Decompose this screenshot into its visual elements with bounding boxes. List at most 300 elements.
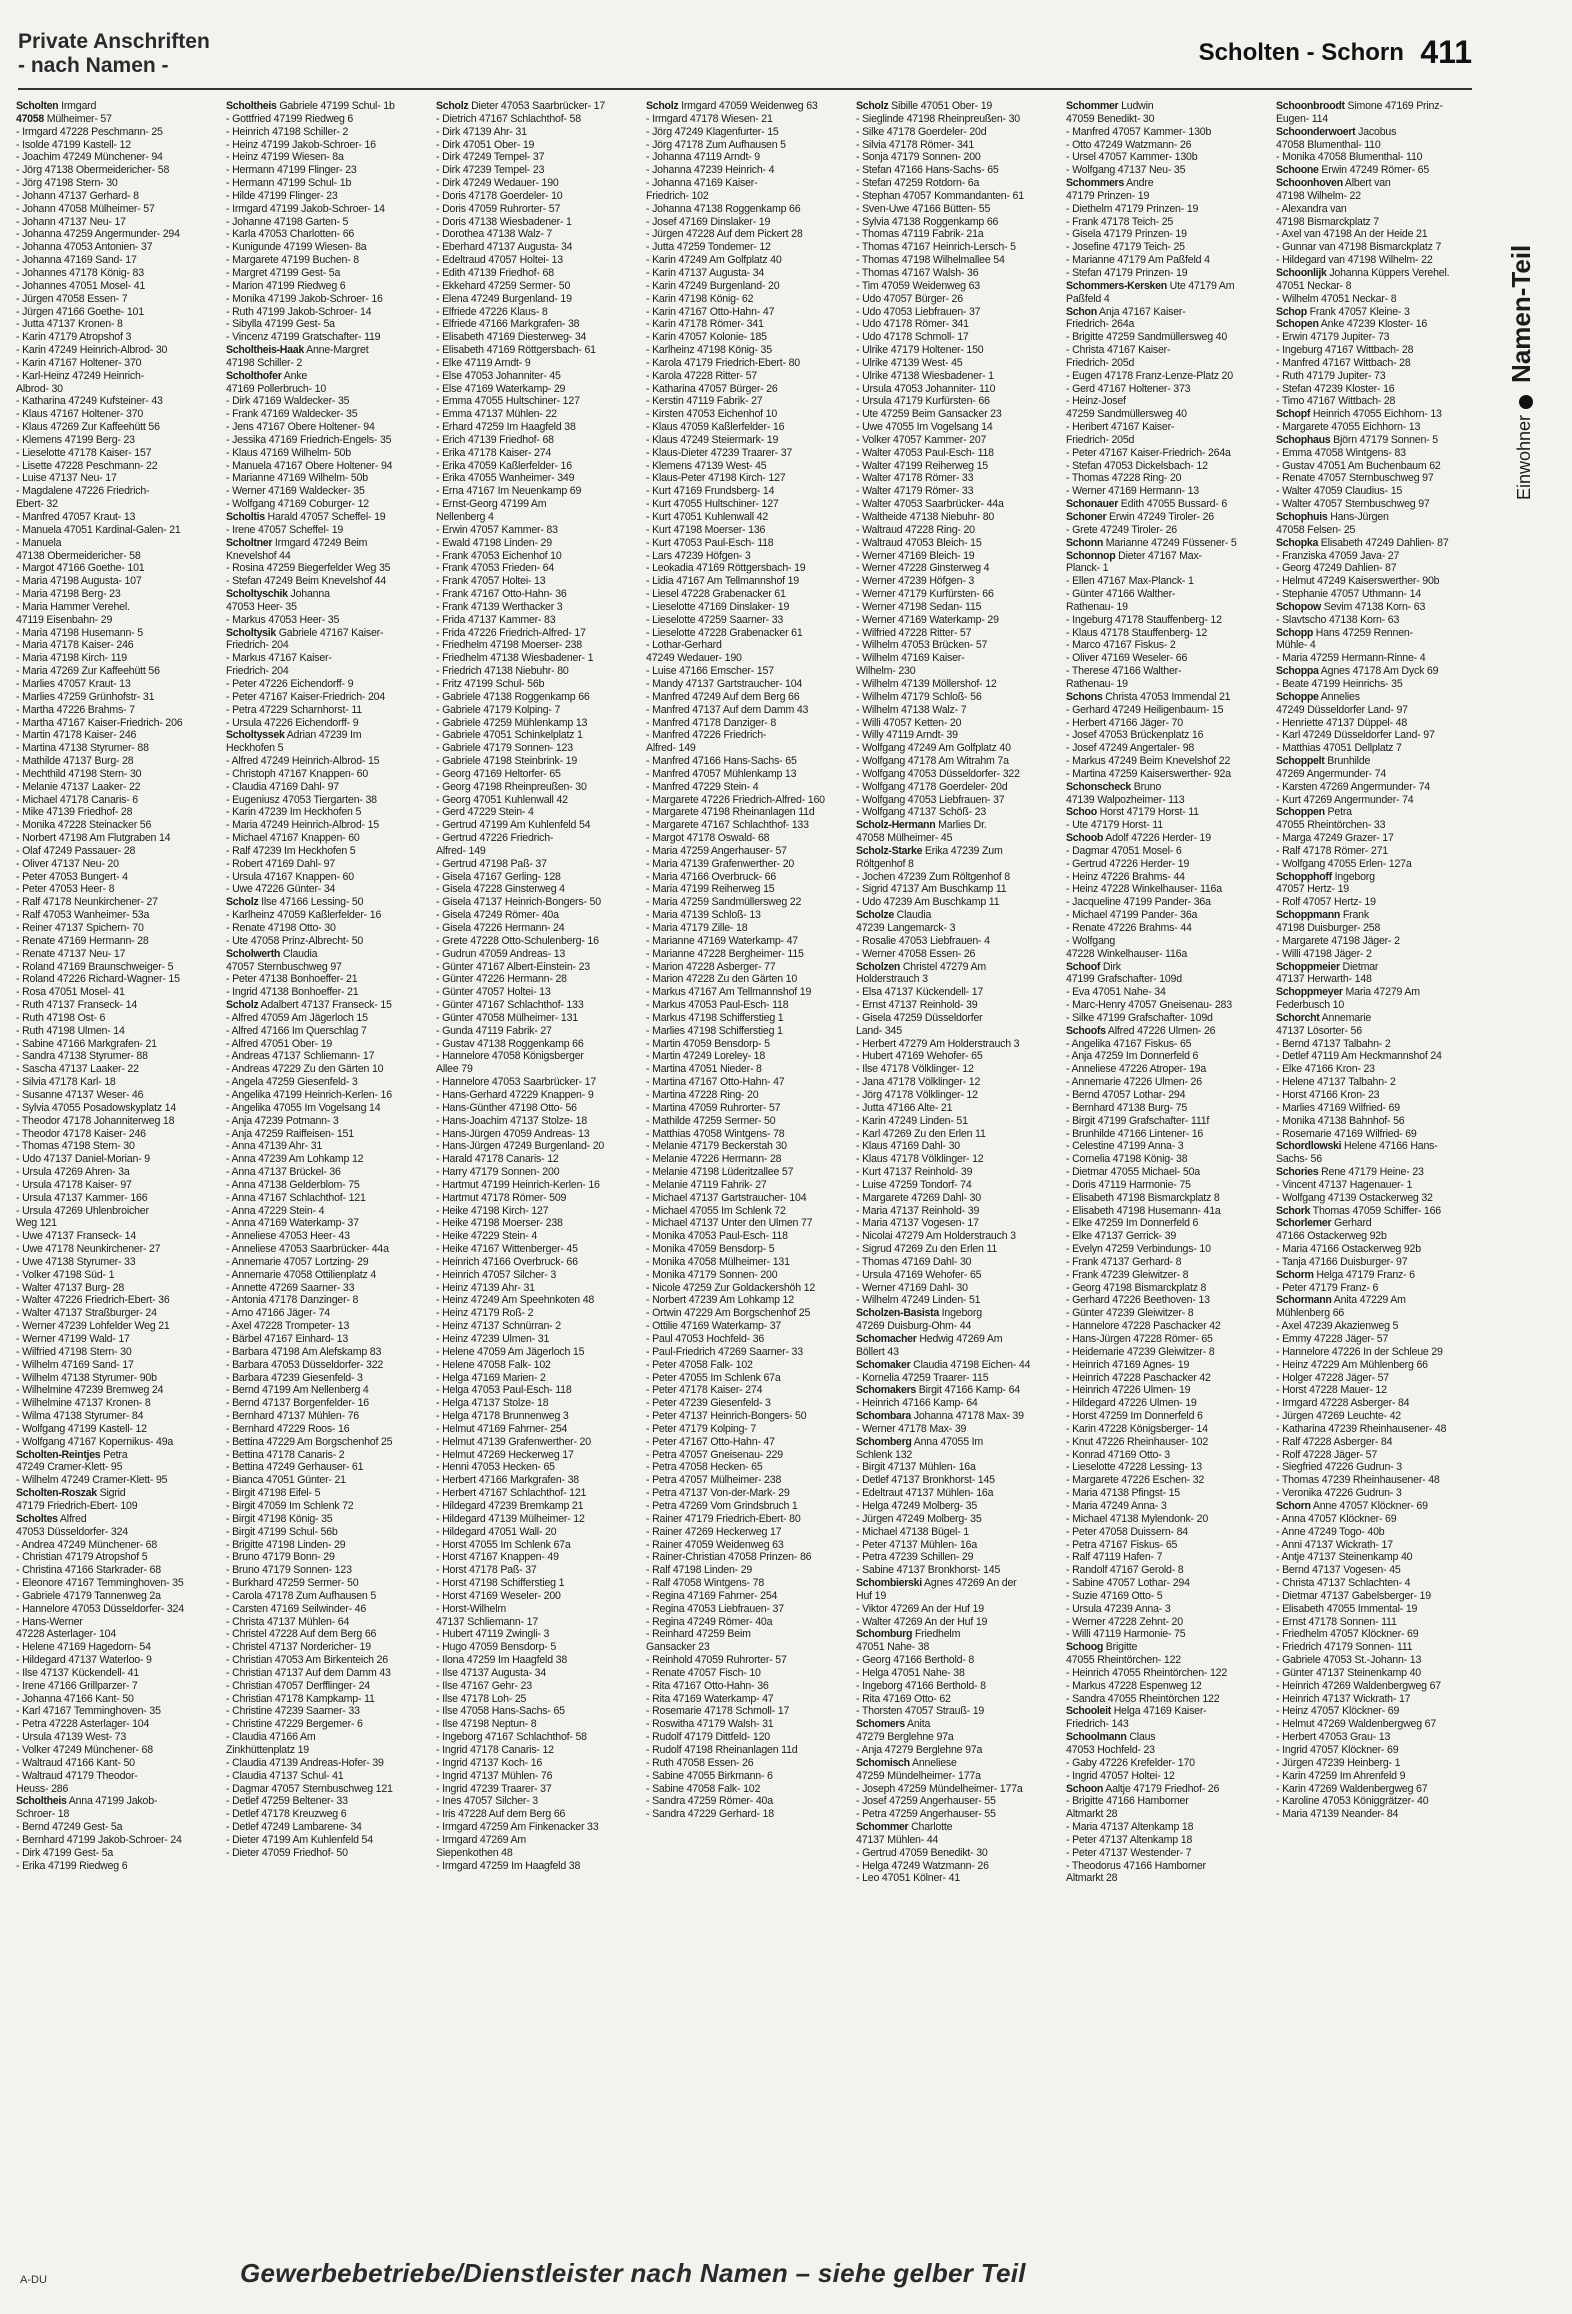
directory-entry: - Oliver 47169 Weseler- 66 [1066,652,1188,665]
directory-entry: - Rainer-Christian 47058 Prinzen- 86 [646,1551,812,1564]
directory-entry: - Anna 47167 Schlachthof- 121 [226,1191,366,1204]
directory-entry: - Nicole 47259 Zur Goldackershöh 12 [646,1281,816,1294]
surname: Schories [1276,1166,1319,1179]
directory-entry: - Wilhelm 47249 Linden- 51 [856,1294,981,1307]
directory-entry: 47169 Pollerbruch- 10 [226,382,327,395]
directory-entry: - Rita 47167 Otto-Hahn- 36 [646,1679,769,1692]
directory-entry: - Peter 47167 Otto-Hahn- 47 [646,1435,775,1448]
directory-entry: - Martin 47178 Kaiser- 246 [16,729,137,742]
directory-entry: - Willy 47119 Arndt- 39 [856,729,958,742]
directory-entry: Schopka Elisabeth 47249 Dahlien- 87 [1276,536,1449,549]
directory-entry: - Sabine 47058 Falk- 102 [646,1782,761,1795]
directory-entry: Scholtysik Gabriele 47167 Kaiser- [226,626,384,639]
surname: 47058 [16,112,44,125]
surname: Schoog [1066,1641,1104,1654]
directory-entry: - Peter 47058 Duissern- 84 [1066,1525,1188,1538]
directory-entry: Schorlemer Gerhard [1276,1217,1372,1230]
surname: Schonnop [1066,549,1116,562]
directory-entry: - Rolf 47057 Hertz- 19 [1276,896,1376,909]
directory-entry: - Bernhard 47229 Roos- 16 [226,1422,350,1435]
directory-entry: - Frida 47137 Kammer- 83 [436,613,556,626]
surname: Schommers [1066,177,1124,190]
directory-entry: - Karin 47228 Königsberger- 14 [1066,1422,1208,1435]
directory-entry: - Ingeburg 47178 Stauffenberg- 12 [1066,613,1222,626]
directory-entry: - Ekkehard 47259 Sermer- 50 [436,279,571,292]
directory-entry: - Klaus-Peter 47198 Kirch- 127 [646,472,786,485]
directory-entry: Schoo Horst 47179 Horst- 11 [1066,806,1199,819]
directory-entry: - Christine 47239 Saarner- 33 [226,1705,360,1718]
directory-entry: - Axel van 47198 An der Heide 21 [1276,228,1428,241]
directory-entry: - Margot 47166 Goethe- 101 [16,562,145,575]
directory-entry: - Katharina 47249 Kufsteiner- 43 [16,395,163,408]
directory-entry: - Margarete 47269 Dahl- 30 [856,1191,981,1204]
directory-entry: Schopf Heinrich 47055 Eichhorn- 13 [1276,408,1442,421]
directory-entry: - Peter 47137 Westender- 7 [1066,1846,1192,1859]
directory-entry: Scholtyschik Johanna [226,588,330,601]
surname: Schomakers [856,1384,917,1397]
directory-entry: - Margot 47178 Oswald- 68 [646,832,770,845]
directory-entry: 47166 Ostackerweg 92b [1276,1230,1387,1243]
directory-entry: - Ilse 47167 Gehr- 23 [436,1679,532,1692]
directory-entry: - Waltraud 47166 Kant- 50 [16,1756,135,1769]
directory-entry: - Stephanie 47057 Uthmann- 14 [1276,588,1421,601]
directory-entry: - Norbert 47198 Am Flutgraben 14 [16,832,171,845]
directory-entry: Eugen- 114 [1276,112,1328,125]
directory-entry: - Markus 47249 Beim Knevelshof 22 [1066,755,1231,768]
directory-entry: - Melanie 47119 Fahrik- 27 [646,1178,767,1191]
directory-entry: 47249 Düsseldorfer Land- 97 [1276,703,1408,716]
directory-entry: - Leokadia 47169 Röttgersbach- 19 [646,562,806,575]
directory-entry: - Hilde 47199 Flinger- 23 [226,189,338,202]
directory-entry: - Edeltraut 47137 Mühlen- 16a [856,1487,994,1500]
directory-entry: - Elke 47166 Kron- 23 [1276,1063,1375,1076]
directory-entry: - Friedhelm 47057 Klöckner- 69 [1276,1628,1419,1641]
directory-column [436,100,646,2248]
directory-entry: - Harald 47178 Canaris- 12 [436,1153,559,1166]
directory-entry: - Theodor 47178 Kaiser- 246 [16,1127,146,1140]
directory-entry: - Frank 47053 Eichenhof 10 [436,549,562,562]
directory-entry: - Johannes 47178 König- 83 [16,266,144,279]
directory-column [226,100,436,2248]
directory-entry: - Helga 47249 Molberg- 35 [856,1499,978,1512]
directory-entry: - Wilfried 47198 Stern- 30 [16,1345,132,1358]
directory-entry: - Sabine 47166 Markgrafen- 21 [16,1037,157,1050]
section-side-tab [1486,244,1556,520]
directory-entry: - Gerd 47167 Holtener- 373 [1066,382,1191,395]
directory-entry: - Walter 47269 An der Huf 19 [856,1615,988,1628]
directory-entry: - Helga 47169 Marien- 2 [436,1371,546,1384]
directory-entry: - Frank 47169 Waldecker- 35 [226,408,358,421]
directory-entry: Friedrich- 102 [646,189,709,202]
directory-entry: - Claudia 47139 Andreas-Hofer- 39 [226,1756,384,1769]
directory-entry: - Maria 47199 Reiherweg 15 [646,883,775,896]
directory-entry: - Katharina 47239 Rheinhausener- 48 [1276,1422,1447,1435]
directory-entry: - Erika 47059 Kaßlerfelder- 16 [436,459,572,472]
directory-entry: Schombara Johanna 47178 Max- 39 [856,1410,1024,1423]
directory-entry: - Sabine 47055 Birkmann- 6 [646,1769,773,1782]
directory-entry: - Karin 47239 Im Heckhofen 5 [226,806,362,819]
surname: Schoppmann [1276,909,1341,922]
directory-entry: - Margarete 47167 Schlachthof- 133 [646,819,809,832]
directory-entry: - Karl-Heinz 47249 Heinrich- [16,369,145,382]
directory-entry: - Martina 47059 Ruhrorter- 57 [646,1101,781,1114]
directory-entry: - Helmut 47269 Heckerweg 17 [436,1448,574,1461]
surname: Schorn [1276,1499,1311,1512]
directory-entry: - Brigitte 47259 Sandmüllersweg 40 [1066,331,1228,344]
directory-entry: Scholz Sibille 47051 Ober- 19 [856,100,993,112]
directory-entry: - Petra 47269 Vom Grindsbruch 1 [646,1499,798,1512]
directory-entry: - Karin 47167 Holtener- 370 [16,356,142,369]
directory-entry: Schommer Charlotte [856,1821,953,1834]
directory-entry: - Ralf 47239 Im Heckhofen 5 [226,844,356,857]
directory-entry: - Georg 47249 Dahlien- 87 [1276,562,1397,575]
directory-entry: - Walter 47179 Römer- 33 [856,485,974,498]
directory-entry: - Eugeniusz 47053 Tiergarten- 38 [226,793,377,806]
surname: Schoon [1066,1782,1104,1795]
directory-entry: - Kurt 47137 Reinhold- 39 [856,1166,973,1179]
directory-entry: - Peter 47178 Kaiser- 274 [646,1384,763,1397]
directory-entry: - Christel 47137 Nordericher- 19 [226,1641,371,1654]
directory-entry: - Detlef 47178 Kreuzweg 6 [226,1808,347,1821]
directory-entry: - Ralf 47228 Asberger- 84 [1276,1435,1393,1448]
directory-entry: - Werner 47198 Sedan- 115 [856,600,982,613]
directory-entry: - Andrea 47249 Münchener- 68 [16,1538,158,1551]
directory-entry: 47057 Sternbuschweg 97 [226,960,342,973]
directory-entry: - Gertrud 47198 Paß- 37 [436,857,547,870]
directory-entry: - Emmy 47228 Jäger- 57 [1276,1333,1389,1345]
directory-entry: - Maria 47166 Overbruck- 66 [646,870,777,883]
directory-entry: - Monika 47059 Bensdorp- 5 [646,1243,775,1256]
directory-entry: - Elisabeth 47169 Röttgersbach- 61 [436,344,596,357]
surname: Schombara [856,1410,911,1423]
directory-entry: Schombierski Agnes 47269 An der [856,1577,1017,1590]
directory-entry: - Johanna 47166 Kant- 50 [16,1692,134,1705]
directory-entry: Schomers Anita [856,1718,931,1731]
directory-entry: 47249 Cramer-Klett- 95 [16,1461,123,1474]
directory-entry: - Otto 47249 Watzmann- 26 [1066,138,1192,151]
directory-entry: - Elisabeth 47198 Husemann- 41a [1066,1204,1221,1217]
directory-entry: - Bernd 47249 Gest- 5a [16,1821,123,1834]
directory-entry: - Helmut 47139 Grafenwerther- 20 [436,1435,591,1448]
directory-entry: - Ursel 47057 Kammer- 130b [1066,151,1198,164]
surname: Schombierski [856,1577,922,1590]
directory-entry: - Angela 47259 Giesenfeld- 3 [226,1076,358,1089]
directory-entry: - Wilhelm 47138 Styrumer- 90b [16,1371,157,1384]
directory-entry: - Volker 47057 Kammer- 207 [856,433,987,446]
directory-entry: - Hannelore 47226 In der Schleue 29 [1276,1345,1443,1358]
directory-entry: - Elke 47119 Arndt- 9 [436,356,531,369]
directory-entry: Land- 345 [856,1024,902,1037]
directory-entry: - Emma 47137 Mühlen- 22 [436,408,557,421]
directory-entry: - Lidia 47167 Am Tellmannshof 19 [646,575,800,588]
surname: Schopphoff [1276,870,1332,883]
directory-entry: - Friedrich 47179 Sonnen- 111 [1276,1641,1413,1654]
directory-entry: - Ellen 47167 Max-Planck- 1 [1066,575,1194,588]
directory-entry: - Gerd 47229 Stein- 4 [436,806,534,819]
directory-entry: - Maria 47259 Sandmüllersweg 22 [646,896,802,909]
directory-entry: - Dirk 47239 Tempel- 23 [436,164,545,177]
directory-entry: - Jürgen 47249 Molberg- 35 [856,1512,982,1525]
directory-entry: - Werner 47239 Höfgen- 3 [856,575,975,588]
directory-entry: - Ernst 47137 Reinhold- 39 [856,999,978,1012]
directory-entry: - Jürgen 47058 Essen- 7 [16,292,128,305]
page-footer [0,2250,1572,2314]
directory-entry: 47179 Prinzen- 19 [1066,189,1150,202]
directory-entry: Friedrich- 143 [1066,1718,1129,1731]
directory-entry: - Martha 47226 Brahms- 7 [16,703,135,716]
directory-entry: - Claudia 47166 Am [226,1731,316,1744]
directory-entry: 47058 Mülheimer- 57 [16,112,112,125]
directory-entry: Schoner Erwin 47249 Tiroler- 26 [1066,511,1214,523]
directory-entry: - Joachim 47249 Münchener- 94 [16,151,163,164]
directory-entry: - Alfred 47059 Am Jägerloch 15 [226,1011,368,1024]
directory-entry: - Iris 47228 Auf dem Berg 66 [436,1808,566,1821]
directory-entry: - Dieter 47199 Am Kuhlenfeld 54 [226,1833,373,1846]
directory-entry: - Fritz 47199 Schul- 56b [436,677,545,690]
directory-entry: Scholtes Alfred [16,1512,87,1525]
surname: Scholze [856,909,894,922]
directory-entry: - Oliver 47137 Neu- 20 [16,857,119,870]
directory-entry: - Claudia 47137 Schul- 41 [226,1769,344,1782]
directory-entry: - Monika 47199 Jakob-Schroer- 16 [226,292,383,305]
directory-entry: Schoppa Agnes 47178 Am Dyck 69 [1276,665,1439,678]
directory-entry: Gansacker 23 [646,1641,710,1654]
directory-entry: - Michael 47137 Gartstraucher- 104 [646,1191,807,1204]
directory-entry: - Maria 47269 Zur Kaffeehütt 56 [16,665,160,678]
directory-entry: - Gunnar van 47198 Bismarckplatz 7 [1276,241,1442,254]
directory-entry: - Maria 47166 Ostackerweg 92b [1276,1243,1421,1256]
directory-entry: Heckhofen 5 [226,742,284,755]
directory-entry: - Diethelm 47179 Prinzen- 19 [1066,202,1199,215]
directory-entry: 47119 Eisenbahn- 29 [16,613,113,626]
directory-entry: - Ruth 47058 Essen- 26 [646,1756,754,1769]
directory-entry: - Hildegard 47226 Ulmen- 19 [1066,1397,1197,1410]
directory-entry: 47228 Asterlager- 104 [16,1628,117,1641]
directory-entry: Schoonderwoert Jacobus [1276,125,1397,138]
directory-entry: - Hermann 47199 Flinger- 23 [226,164,357,177]
directory-entry: - Klaus-Dieter 47239 Traarer- 37 [646,446,793,459]
directory-entry: Schommers-Kersken Ute 47179 Am [1066,279,1235,292]
directory-entry: - Manuela 47167 Obere Holtener- 94 [226,459,393,472]
directory-entry: - Hans-Gerhard 47229 Knappen- 9 [436,1088,594,1101]
directory-entry: 47198 Wilhelm- 22 [1276,189,1361,202]
directory-entry: Siepenkothen 48 [436,1846,513,1859]
directory-entry: 47137 Schliemann- 17 [436,1615,539,1628]
directory-entry: - Bärbel 47167 Einhard- 13 [226,1333,349,1345]
directory-entry: - Emma 47055 Hultschiner- 127 [436,395,580,408]
directory-entry: - Elisabeth 47198 Bismarckplatz 8 [1066,1191,1220,1204]
directory-entry: - Ortwin 47229 Am Borgschenhof 25 [646,1307,811,1320]
directory-entry: - Kurt 47051 Kuhlenwall 42 [646,511,769,523]
directory-entry: - Reinhold 47059 Ruhrorter- 57 [646,1654,787,1667]
directory-entry: - Klaus 47249 Steiermark- 19 [646,433,779,446]
directory-entry: - Andreas 47229 Zu den Gärten 10 [226,1063,384,1076]
surname: Scholtheis-Haak [226,344,304,357]
directory-entry: - Heike 47198 Kirch- 127 [436,1204,549,1217]
directory-entry: - Wilhelm 47138 Walz- 7 [856,703,967,716]
directory-entry: - Georg 47166 Berthold- 8 [856,1654,975,1667]
directory-entry: Schories Rene 47179 Heine- 23 [1276,1166,1424,1179]
directory-entry: - Luise 47137 Neu- 17 [16,472,117,485]
surname: Scholtyschik [226,588,288,601]
directory-entry: - Maria 47259 Angerhauser- 57 [646,844,787,857]
directory-entry: - Ute 47058 Prinz-Albrecht- 50 [226,934,364,947]
directory-entry: Schoppe Annelies [1276,690,1360,703]
surname: Schoob [1066,832,1104,845]
directory-entry: 47279 Berglehne 97a [856,1731,954,1744]
directory-entry: - Kornelia 47259 Traarer- 115 [856,1371,989,1384]
surname: Schonscheck [1066,780,1132,793]
directory-entry: - Jörg 47249 Klagenfurter- 15 [646,125,779,138]
directory-entry: - Wilfried 47228 Ritter- 57 [856,626,972,639]
directory-entry: - Theodorus 47166 Hamborner [1066,1859,1206,1872]
directory-entry: - Werner 47058 Essen- 26 [856,947,976,960]
directory-entry: - Bernhard 47137 Mühlen- 76 [226,1410,359,1423]
directory-entry: - Wilhelmine 47239 Bremweg 24 [16,1384,164,1397]
directory-entry: - Gustav 47051 Am Buchenbaum 62 [1276,459,1441,472]
directory-entry: - Jutta 47166 Alte- 21 [856,1101,953,1114]
directory-entry: - Viktor 47269 An der Huf 19 [856,1602,984,1615]
directory-entry: - Birgit 47137 Mühlen- 16a [856,1461,976,1474]
directory-entry: - Josef 47249 Angertaler- 98 [1066,742,1195,755]
directory-entry: 47198 Duisburger- 258 [1276,922,1381,934]
directory-entry: Schoofs Alfred 47226 Ulmen- 26 [1066,1024,1216,1037]
directory-entry: - Irmgard 47269 Am [436,1833,527,1846]
directory-entry: - Maria 47179 Zille- 18 [646,922,748,934]
directory-entry: - Therese 47166 Walther- [1066,665,1182,678]
directory-entry: - Christa 47137 Mühlen- 64 [226,1615,350,1628]
directory-entry: - Maria 47137 Altenkamp 18 [1066,1821,1194,1834]
directory-entry: - Sabine 47137 Bronkhorst- 145 [856,1564,1001,1577]
directory-entry: Scholtyssek Adrian 47239 Im [226,729,362,742]
directory-entry: - Peter 47179 Kolping- 7 [646,1422,757,1435]
directory-entry: 47198 Bismarckplatz 7 [1276,215,1379,228]
directory-entry: - Manfred 47057 Mühlenkamp 13 [646,767,797,780]
directory-entry: - Günter 47057 Holtei- 13 [436,986,551,999]
directory-entry: - Rosalie 47053 Liebfrauen- 4 [856,934,990,947]
directory-entry: - Irmgard 47259 Am Finkenacker 33 [436,1821,599,1834]
directory-entry: - Hubert 47169 Wehofer- 65 [856,1050,983,1063]
directory-entry: - Karin 47249 Am Golfplatz 40 [646,254,782,267]
directory-entry: - Edeltraud 47057 Holtei- 13 [436,254,563,267]
directory-entry: Friedrich- 204 [226,639,289,652]
directory-entry: Schons Christa 47053 Immendal 21 [1066,690,1231,703]
directory-entry: - Veronika 47226 Gudrun- 3 [1276,1487,1402,1500]
directory-entry: - Klaus 47169 Dahl- 30 [856,1140,960,1153]
directory-entry: - Gertrud 47199 Am Kuhlenfeld 54 [436,819,591,832]
directory-entry: - Ingrid 47239 Traarer- 37 [436,1782,552,1795]
directory-entry: - Carsten 47169 Seilwinder- 46 [226,1602,367,1615]
directory-entry: Scholtner Irmgard 47249 Beim [226,536,368,549]
directory-entry: - Dirk 47249 Tempel- 37 [436,151,545,164]
directory-entry: - Gottfried 47199 Riedweg 6 [226,112,354,125]
directory-entry: - Alfred 47166 Im Querschlag 7 [226,1024,367,1037]
directory-entry: - Klaus 47178 Völklinger- 12 [856,1153,984,1166]
directory-entry: Ebert- 32 [16,498,58,511]
directory-entry: - Elke 47259 Im Donnerfeld 6 [1066,1217,1199,1230]
directory-entry: - Georg 47051 Kuhlenwall 42 [436,793,568,806]
directory-entry: - Uwe 47055 Im Vogelsang 14 [856,421,993,434]
directory-entry: - Petra 47057 Mülheimer- 238 [646,1474,782,1487]
directory-entry: - Klaus 47169 Wilhelm- 50b [226,446,351,459]
directory-entry: - Anja 47259 Im Donnerfeld 6 [1066,1050,1199,1063]
directory-entry: - Ingrid 47057 Holtei- 12 [1066,1769,1175,1782]
directory-entry: - Wilhelm 47169 Sand- 17 [16,1358,134,1371]
directory-entry: - Ilse 47178 Loh- 25 [436,1692,527,1705]
directory-entry: - Wilhelm 47179 Schloß- 56 [856,690,982,703]
directory-entry: - Werner 47228 Ginsterweg 4 [856,562,990,575]
directory-entry: - Heinrich 47269 Waldenbergweg 67 [1276,1679,1441,1692]
directory-entry: - Volker 47198 Süd- 1 [16,1268,115,1281]
directory-entry: - Detlef 47137 Bronkhorst- 145 [856,1474,995,1487]
surname: Scholzen-Basista [856,1307,939,1320]
directory-entry: - Konrad 47169 Otto- 3 [1066,1448,1170,1461]
directory-entry: - Uwe 47138 Styrumer- 33 [16,1255,136,1268]
directory-entry: - Georg 47169 Heltorfer- 65 [436,767,561,780]
directory-entry: - Uwe 47226 Günter- 34 [226,883,336,896]
directory-entry: - Erich 47139 Friedhof- 68 [436,433,554,446]
surname: Schomacher [856,1333,917,1345]
directory-entry: Schomburg Friedhelm [856,1628,961,1641]
directory-entry: - Wolfgang [1066,934,1116,947]
surname: Scholtysik [226,626,276,639]
directory-entry: Heuss- 286 [16,1782,69,1795]
directory-entry: 47269 Angermunder- 74 [1276,767,1387,780]
surname: Scholten-Roszak [16,1487,97,1500]
directory-entry: - Werner 47169 Dahl- 30 [856,1281,968,1294]
directory-entry: - Christine 47229 Bergemer- 6 [226,1718,363,1731]
directory-entry: - Irene 47166 Grillparzer- 7 [16,1679,138,1692]
directory-entry: - Monika 47138 Bahnhof- 56 [1276,1114,1405,1127]
surname: Scholtyssek [226,729,285,742]
directory-entry: - Wolfgang 47053 Düsseldorfer- 322 [856,767,1020,780]
surname: Scholthofer [226,369,282,382]
directory-entry: - Wolfgang 47137 Schöß- 23 [856,806,987,819]
surname: Schommers-Kersken [1066,279,1167,292]
directory-entry: - Doris 47138 Wiesbadener- 1 [436,215,572,228]
directory-entry: - Dirk 47169 Waldecker- 35 [226,395,350,408]
directory-entry: - Johanna 47169 Kaiser- [646,177,758,190]
directory-entry: - Günter 47226 Hermann- 28 [436,973,567,986]
directory-entry: - Martina 47051 Nieder- 8 [646,1063,762,1076]
side-tab-small-text: Einwohner [1514,414,1534,500]
directory-entry: Alfred- 149 [646,742,696,755]
directory-entry: - Sylvia 47055 Posadowskyplatz 14 [16,1101,177,1114]
directory-entry: - Grete 47249 Tiroler- 26 [1066,523,1177,536]
directory-entry: Scholten-Roszak Sigrid [16,1487,126,1500]
directory-entry: - Heinrich 47057 Silcher- 3 [436,1268,557,1281]
directory-entry: - Monika 47228 Steinacker 56 [16,819,152,832]
directory-entry: Schordlowski Helene 47166 Hans- [1276,1140,1438,1153]
directory-entry: - Marion 47228 Zu den Gärten 10 [646,973,798,986]
directory-entry: - Josefine 47179 Teich- 25 [1066,241,1185,254]
directory-entry: - Stefan 47249 Beim Knevelshof 44 [226,575,387,588]
directory-entry: - Ursula 47139 West- 73 [16,1731,127,1744]
directory-entry: - Herbert 47166 Jäger- 70 [1066,716,1183,729]
directory-entry: - Anna 47169 Waterkamp- 37 [226,1217,359,1230]
directory-entry: - Maria 47198 Berg- 23 [16,588,121,601]
directory-entry: - Marianne 47179 Am Paßfeld 4 [1066,254,1210,267]
directory-entry: - Gisela 47226 Hermann- 24 [436,922,565,934]
surname: Scholzen [856,960,901,973]
directory-entry: - Christian 47179 Atropshof 5 [16,1551,148,1564]
directory-entry: - Arno 47166 Jäger- 74 [226,1307,330,1320]
directory-entry: - Anneliese 47053 Saarbrücker- 44a [226,1243,389,1256]
directory-entry: - Marion 47199 Riedweg 6 [226,279,346,292]
directory-entry: - Horst 47228 Mauer- 12 [1276,1384,1387,1397]
directory-entry: - Angelika 47055 Im Vogelsang 14 [226,1101,381,1114]
directory-entry: - Heinz-Josef [1066,395,1126,408]
